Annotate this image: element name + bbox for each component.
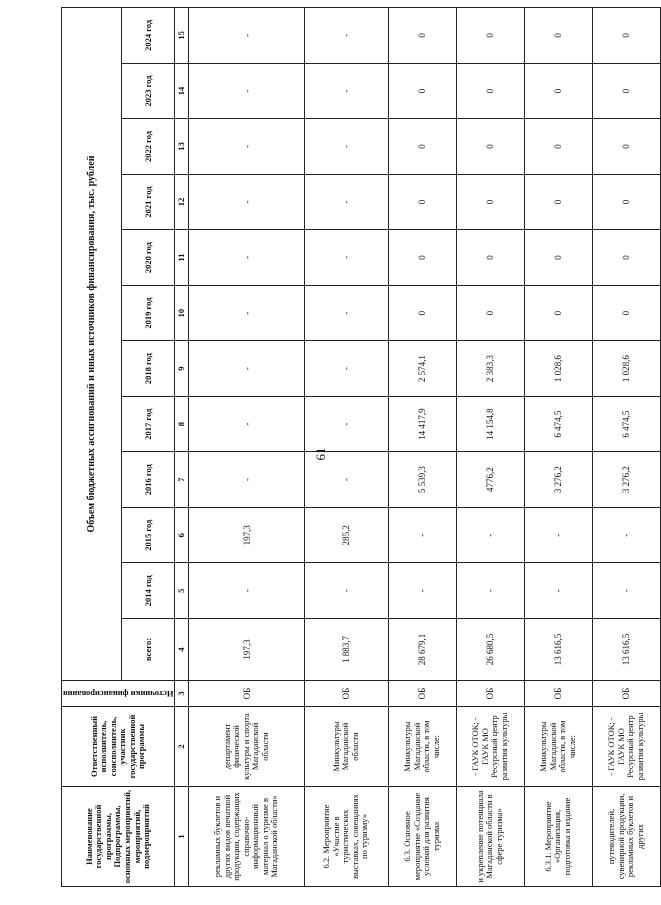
- row-year-value-cell: -: [189, 285, 304, 341]
- header-funding-group: Объем бюджетных ассигнований и иных источников финансирования, тыс. рублей: [62, 8, 122, 681]
- row-year-value-cell: -: [304, 174, 388, 230]
- header-year: 2023 год: [122, 63, 175, 119]
- col-number: 2: [175, 707, 189, 787]
- row-year-value-cell: -: [189, 63, 304, 119]
- row-executor-cell: Минкультуры Магаданской области, в том числе:: [524, 707, 592, 787]
- col-number: 3: [175, 681, 189, 707]
- table-row: [524, 8, 592, 887]
- row-year-value-cell: 0: [388, 8, 456, 64]
- row-year-value-cell: 0: [456, 230, 524, 286]
- row-year-value-cell: 0: [592, 230, 660, 286]
- row-year-value-cell: 14 154,8: [456, 396, 524, 452]
- header-source-col: [62, 681, 175, 707]
- header-row-top: [62, 8, 122, 887]
- header-year: 2018 год: [122, 341, 175, 397]
- row-name-cell: и укрепление потенциала Магаданской области в сфере туризма»: [456, 787, 524, 887]
- row-year-value-cell: 0: [524, 63, 592, 119]
- row-total-cell: 28 679,1: [388, 619, 456, 681]
- row-year-value-cell: 0: [592, 119, 660, 175]
- row-year-value-cell: -: [189, 174, 304, 230]
- col-number: 4: [175, 619, 189, 681]
- row-source-cell: ОБ: [189, 681, 304, 707]
- col-number: 1: [175, 787, 189, 887]
- table-body: [189, 8, 660, 887]
- table-row: [189, 8, 304, 887]
- header-year: 2014 год: [122, 563, 175, 619]
- row-year-value-cell: 2 383,3: [456, 341, 524, 397]
- col-number: 14: [175, 63, 189, 119]
- row-executor-cell: Минкультуры Магаданской области, в том числе:: [388, 707, 456, 787]
- row-year-value-cell: 0: [388, 119, 456, 175]
- row-total-cell: 26 680,5: [456, 619, 524, 681]
- row-year-value-cell: -: [456, 563, 524, 619]
- row-year-value-cell: -: [304, 8, 388, 64]
- row-year-value-cell: 0: [388, 174, 456, 230]
- row-year-value-cell: 0: [524, 285, 592, 341]
- header-source-label: Источники финансирования: [63, 689, 174, 700]
- row-year-value-cell: -: [304, 285, 388, 341]
- row-year-value-cell: 0: [592, 8, 660, 64]
- row-year-value-cell: 6 474,5: [524, 396, 592, 452]
- col-number: 11: [175, 230, 189, 286]
- row-year-value-cell: 1 028,6: [592, 341, 660, 397]
- row-source-cell: ОБ: [456, 681, 524, 707]
- column-number-row: [175, 8, 189, 887]
- row-source-cell: ОБ: [592, 681, 660, 707]
- row-year-value-cell: -: [456, 507, 524, 563]
- row-year-value-cell: 0: [524, 174, 592, 230]
- row-year-value-cell: 5 539,3: [388, 452, 456, 508]
- header-year: 2019 год: [122, 285, 175, 341]
- row-name-cell: путеводителей, сувенирной продукции, рекламных буклетов и других: [592, 787, 660, 887]
- row-name-cell: 6.3. Основное мероприятие «Создание условий для развития туризма: [388, 787, 456, 887]
- table-row: [388, 8, 456, 887]
- col-number: 6: [175, 507, 189, 563]
- row-year-value-cell: -: [304, 230, 388, 286]
- row-year-value-cell: -: [189, 396, 304, 452]
- row-year-value-cell: 197,3: [189, 507, 304, 563]
- row-year-value-cell: 0: [592, 174, 660, 230]
- row-year-value-cell: -: [592, 563, 660, 619]
- row-year-value-cell: -: [524, 563, 592, 619]
- row-total-cell: 1 883,7: [304, 619, 388, 681]
- col-number: 12: [175, 174, 189, 230]
- row-year-value-cell: 0: [388, 63, 456, 119]
- header-year: 2022 год: [122, 119, 175, 175]
- row-year-value-cell: 1 028,6: [524, 341, 592, 397]
- row-year-value-cell: 285,2: [304, 507, 388, 563]
- row-year-value-cell: -: [304, 563, 388, 619]
- table-row: [304, 8, 388, 887]
- col-number: 8: [175, 396, 189, 452]
- row-total-cell: 13 616,5: [524, 619, 592, 681]
- row-year-value-cell: -: [304, 396, 388, 452]
- row-name-cell: рекламных буклетов и других видов печатной продукции, содержащих справочно-информационный материал о туризме в Магаданской области»: [189, 787, 304, 887]
- row-source-cell: ОБ: [524, 681, 592, 707]
- row-year-value-cell: -: [189, 119, 304, 175]
- row-year-value-cell: -: [592, 507, 660, 563]
- rotated-table-frame: [61, 7, 645, 887]
- table-row: [456, 8, 524, 887]
- row-total-cell: 197,3: [189, 619, 304, 681]
- row-year-value-cell: -: [189, 8, 304, 64]
- row-executor-cell: Минкультуры Магаданской области: [304, 707, 388, 787]
- row-year-value-cell: -: [388, 507, 456, 563]
- header-year: 2024 год: [122, 8, 175, 64]
- col-number: 13: [175, 119, 189, 175]
- row-year-value-cell: 3 276,2: [592, 452, 660, 508]
- row-executor-cell: департамент физической культуры и спорта Магаданской области: [189, 707, 304, 787]
- row-year-value-cell: 0: [456, 8, 524, 64]
- row-year-value-cell: 0: [388, 285, 456, 341]
- row-year-value-cell: 2 574,1: [388, 341, 456, 397]
- row-year-value-cell: -: [189, 341, 304, 397]
- page-number: 61: [313, 447, 328, 461]
- row-total-cell: 13 616,5: [592, 619, 660, 681]
- header-total: всего:: [122, 619, 175, 681]
- header-year: 2015 год: [122, 507, 175, 563]
- table-row: [592, 8, 660, 887]
- row-year-value-cell: 0: [456, 174, 524, 230]
- row-source-cell: ОБ: [304, 681, 388, 707]
- col-number: 10: [175, 285, 189, 341]
- row-executor-cell: - ГАУК ОТОК; - ГАУК МО Ресурсный центр развития культуры: [456, 707, 524, 787]
- funding-table: [61, 7, 661, 887]
- row-year-value-cell: 0: [524, 119, 592, 175]
- row-year-value-cell: 0: [592, 285, 660, 341]
- row-year-value-cell: -: [304, 341, 388, 397]
- header-year: 2017 год: [122, 396, 175, 452]
- row-year-value-cell: -: [304, 119, 388, 175]
- header-name-col: Наименование государственной программы, Подпрограммы, основных мероприятий, мероприятий, подмероприятий: [62, 787, 175, 887]
- row-year-value-cell: 3 276,2: [524, 452, 592, 508]
- col-number: 7: [175, 452, 189, 508]
- row-year-value-cell: 6 474,5: [592, 396, 660, 452]
- header-year: 2016 год: [122, 452, 175, 508]
- row-year-value-cell: -: [388, 563, 456, 619]
- row-name-cell: 6.2. Мероприятие «Участие в туристических выставках, совещаниях по туризму»: [304, 787, 388, 887]
- header-year: 2021 год: [122, 174, 175, 230]
- row-executor-cell: - ГАУК ОТОК; - ГАУК МО Ресурсный центр развития культуры: [592, 707, 660, 787]
- row-year-value-cell: -: [304, 63, 388, 119]
- col-number: 5: [175, 563, 189, 619]
- row-year-value-cell: -: [524, 507, 592, 563]
- row-year-value-cell: -: [189, 230, 304, 286]
- row-year-value-cell: 0: [456, 285, 524, 341]
- row-year-value-cell: -: [189, 452, 304, 508]
- row-year-value-cell: -: [189, 563, 304, 619]
- row-year-value-cell: 0: [592, 63, 660, 119]
- row-source-cell: ОБ: [388, 681, 456, 707]
- row-name-cell: 6.3.1. Мероприятие «Организация, подготовка и издание: [524, 787, 592, 887]
- col-number: 9: [175, 341, 189, 397]
- row-year-value-cell: -: [304, 452, 388, 508]
- row-year-value-cell: 0: [524, 230, 592, 286]
- row-year-value-cell: 14 417,9: [388, 396, 456, 452]
- header-executor-col: Ответственный исполнитель, соисполнитель, участник государственной программы: [62, 707, 175, 787]
- row-year-value-cell: 0: [456, 119, 524, 175]
- col-number: 15: [175, 8, 189, 64]
- row-year-value-cell: 0: [456, 63, 524, 119]
- header-year: 2020 год: [122, 230, 175, 286]
- row-year-value-cell: 0: [388, 230, 456, 286]
- row-year-value-cell: 0: [524, 8, 592, 64]
- row-year-value-cell: 4776,2: [456, 452, 524, 508]
